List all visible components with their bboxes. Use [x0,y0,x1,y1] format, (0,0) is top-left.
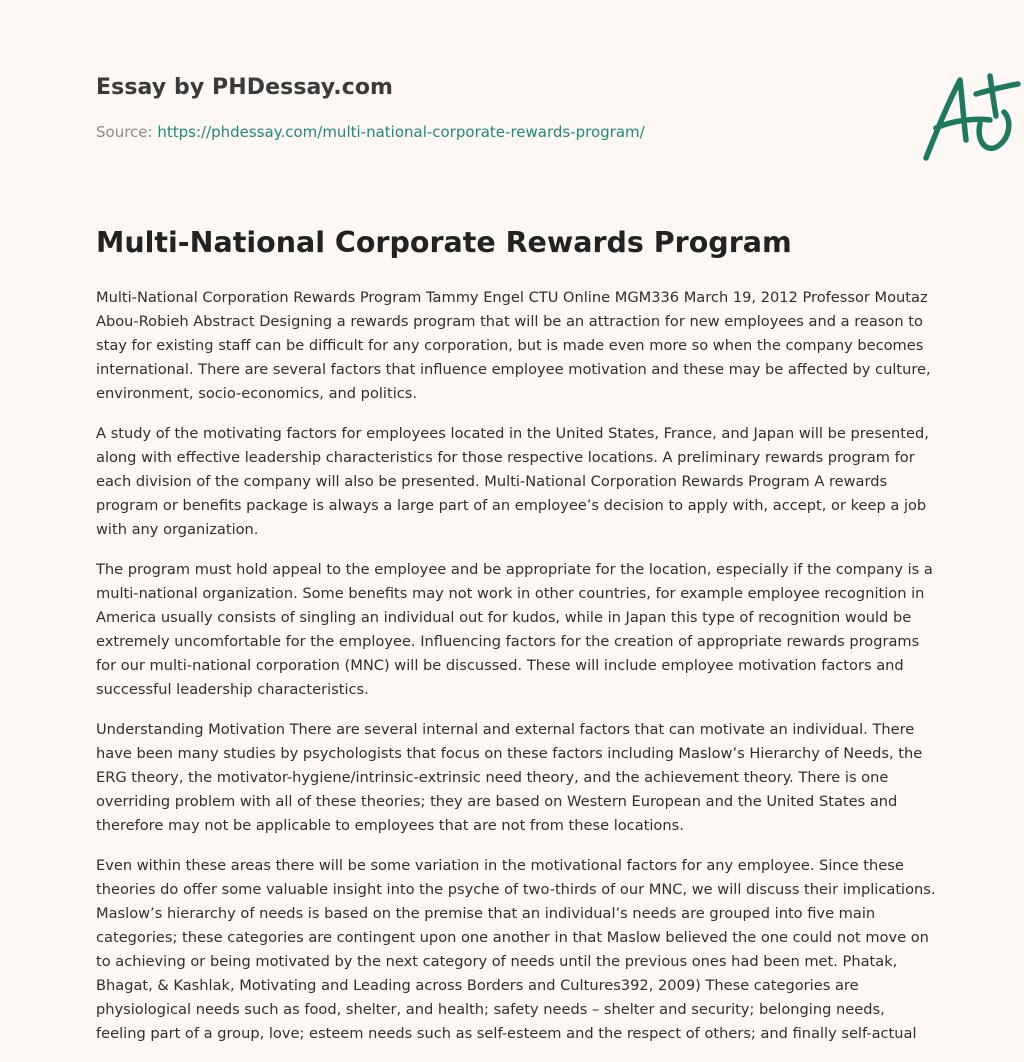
source-link[interactable]: https://phdessay.com/multi-national-corporate-rewards-program/ [157,123,645,141]
paragraph: The program must hold appeal to the employee and be appropriate for the location, especially if the company is a multi-national organization. Some benefits may not work in other countries, for example employee recognition in America usually consists of singling an individual out for kudos, while in Japan this type of recognition would be extremely uncomfortable for the employee. Influencing factors for the creation of appropriate rewards programs for our multi-national corporation (MNC) will be discussed. These will include employee motivation factors and successful leadership characteristics. [96,561,933,698]
source-line [96,123,645,141]
a-plus-logo-icon [918,68,1022,164]
essay-body [96,286,938,1062]
paragraph: A study of the motivating factors for employees located in the United States, France, and Japan will be presented, along with effective leadership characteristics for those respective locations. A preliminary rewards program for each division of the company will also be presented. Multi-National Corporation Rewards Program A rewards program or benefits package is always a large part of an employee’s decision to apply with, accept, or keep a job with any organization. [96,425,929,538]
page-title: Multi-National Corporate Rewards Program [96,226,792,259]
paragraph: Multi-National Corporation Rewards Program Tammy Engel CTU Online MGM336 March 19, 2012 Professor Moutaz Abou-Robieh Abstract Designing a rewards program that will be an attraction for new employees and a reason to stay for existing staff can be difficult for any corporation, but is made even more so when the company becomes international. There are several factors that influence employee motivation and these may be affected by culture, environment, socio-economics, and politics. [96,289,931,402]
paragraph: Even within these areas there will be some variation in the motivational factors for any employee. Since these theories do offer some valuable insight into the psyche of two-thirds of our MNC, we will discuss their implications. Maslow’s hierarchy of needs is based on the premise that an individual’s needs are grouped into five main categories; these categories are contingent upon one another in that Maslow believed the one could not move on to achieving or being motivated by the next category of needs until the previous ones had been met. Phatak, Bhagat, & Kashlak, Motivating and Leading across Borders and Cultures392, 2009) These categories are physiological needs such as food, shelter, and health; safety needs – shelter and security; belonging needs, feeling part of a group, love; esteem needs such as self-esteem and the respect of others; and finally self-actual [96,857,936,1042]
site-brand: Essay by PHDessay.com [96,75,394,100]
paragraph: Understanding Motivation There are several internal and external factors that can motivate an individual. There have been many studies by psychologists that focus on these factors including Maslow’s Hierarchy of Needs, the ERG theory, the motivator-hygiene/intrinsic-extrinsic need theory, and the achievement theory. There is one overriding problem with all of these theories; they are based on Western European and the United States and therefore may not be applicable to employees that are not from these locations. [96,721,923,834]
source-label: Source: [96,123,153,141]
